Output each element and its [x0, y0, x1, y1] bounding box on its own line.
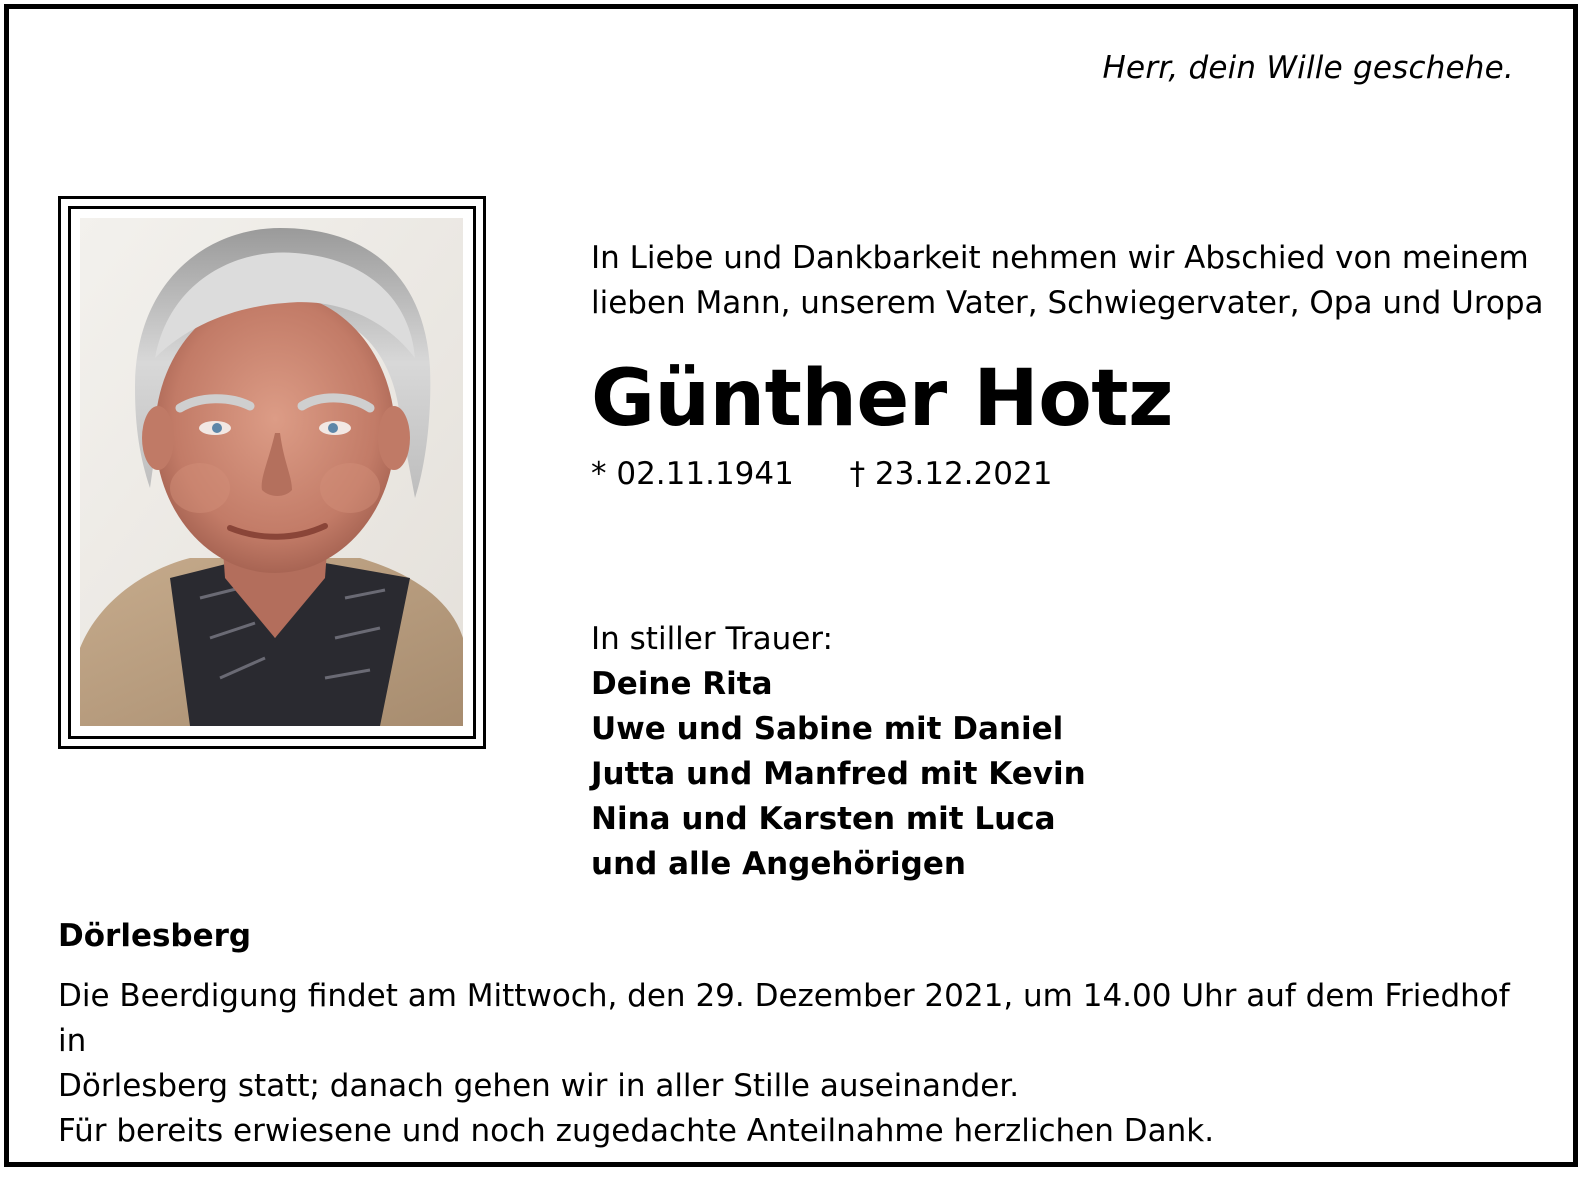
funeral-line: Die Beerdigung findet am Mittwoch, den 29. Dezember 2021, um 14.00 Uhr auf dem Friedhof in — [58, 978, 1510, 1059]
mourner-line: Deine Rita — [591, 666, 773, 702]
birth-date: * 02.11.1941 — [591, 456, 794, 492]
funeral-line: Für bereits erwiesene und noch zugedachte Anteilnahme herzlichen Dank. — [58, 1113, 1215, 1149]
life-dates — [591, 454, 1052, 494]
mourners-block — [591, 617, 1086, 887]
intro-line: In Liebe und Dankbarkeit nehmen wir Abschied von meinem — [591, 240, 1529, 276]
funeral-info — [58, 974, 1538, 1154]
funeral-line: Dörlesberg statt; danach gehen wir in aller Stille auseinander. — [58, 1068, 1020, 1104]
death-date: † 23.12.2021 — [849, 456, 1053, 492]
intro-text — [591, 236, 1544, 326]
mourner-line: Jutta und Manfred mit Kevin — [591, 756, 1086, 792]
portrait-photo — [80, 218, 463, 726]
mourner-line: und alle Angehörigen — [591, 846, 966, 882]
motto: Herr, dein Wille geschehe. — [1102, 50, 1514, 86]
place-name: Dörlesberg — [58, 918, 252, 954]
mourner-line: Uwe und Sabine mit Daniel — [591, 711, 1064, 747]
mourner-line: Nina und Karsten mit Luca — [591, 801, 1056, 837]
deceased-name: Günther Hotz — [591, 354, 1173, 444]
mourners-label: In stiller Trauer: — [591, 621, 833, 657]
intro-line: lieben Mann, unserem Vater, Schwiegervater, Opa und Uropa — [591, 285, 1544, 321]
portrait-frame — [58, 196, 486, 749]
